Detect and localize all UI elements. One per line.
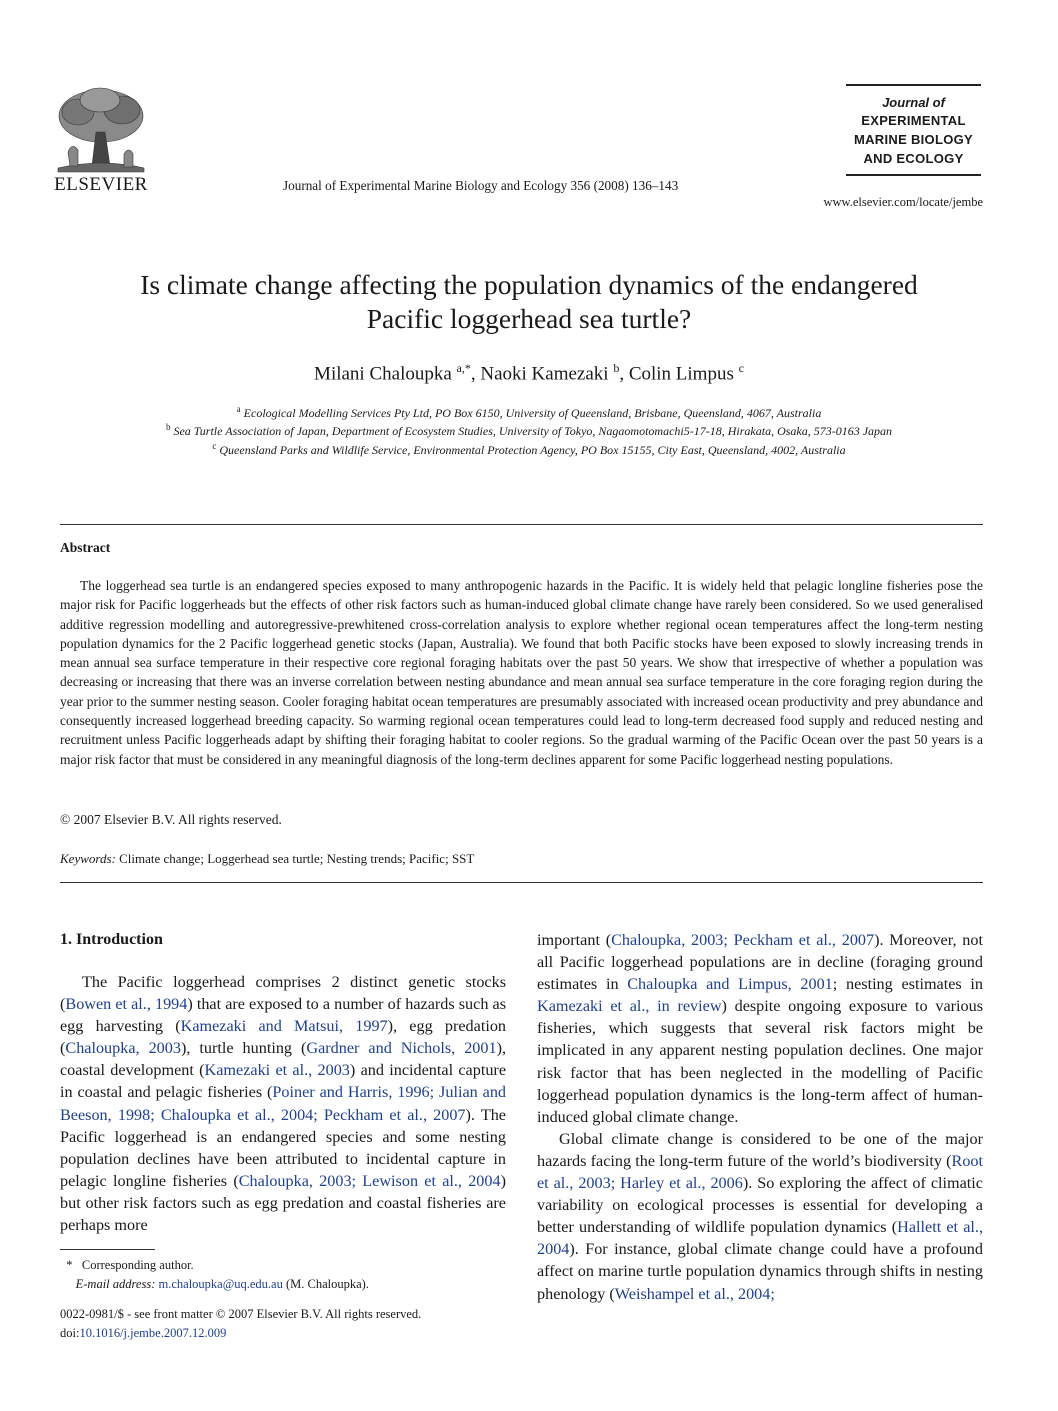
journal-box-line1: Journal of (882, 95, 945, 110)
journal-box-bottom-rule (846, 174, 981, 176)
author-name[interactable]: Naoki Kamezaki (480, 363, 609, 385)
journal-box-top-rule (846, 84, 981, 86)
citation-link[interactable]: Bowen et al., 1994 (65, 995, 188, 1014)
citation-link[interactable]: Kamezaki et al., 2003 (204, 1061, 350, 1080)
keywords-text: Climate change; Loggerhead sea turtle; Nesting trends; Pacific; SST (119, 851, 475, 866)
paragraph (537, 929, 983, 1128)
left-column (60, 971, 506, 1236)
divider-bottom (60, 882, 983, 883)
affiliation-a (40, 404, 1018, 421)
text-run: ) but other risk factors such as egg predation and coastal fisheries are perhaps more (60, 1171, 506, 1235)
email-note (60, 1275, 369, 1294)
affiliation-text: Ecological Modelling Services Pty Ltd, PO Box 6150, University of Queensland, Brisbane, Queensland, 4067, Australia (243, 406, 822, 420)
abstract-body: The loggerhead sea turtle is an endangered species exposed to many anthropogenic hazards in the Pacific. It is widely held that pelagic longline fisheries pose the major risk for Pacific loggerheads but the effects of other risk factors such as human-induced global climate change have rarely been considered. So we used generalised additive regression modelling and autoregressive-prewhitened cross-correlation analysis to explore whether regional ocean temperatures affect the long-term nesting population dynamics for the 2 Pacific loggerhead genetic stocks (Japan, Australia). We found that both Pacific stocks have been exposed to slowly increasing trends in mean annual sea surface temperature in their respective core regional foraging habitats over the past 50 years. We show that irrespective of whether a population was decreasing or increasing that there was an inverse correlation between nesting abundance and mean annual sea surface temperature in the core foraging region during the year prior to the summer nesting season. Cooler foraging habitat ocean temperatures are presumably associated with increased ocean productivity and prey abundance and consequently increased loggerhead breeding capacity. So warming regional ocean temperatures could lead to long-term decreased food supply and reduced nesting and recruitment unless Pacific loggerheads adapt by shifting their foraging habitat to cooler regions. So the gradual warming of the Pacific Ocean over the past 50 years is a major risk factor that must be considered in any meaningful diagnosis of the long-term declines apparent for some Pacific loggerhead nesting populations. (60, 578, 983, 767)
text-run: ) despite ongoing exposure to various fisheries, which suggests that several risk factors might be implicated in any apparent nesting population declines. One major risk factor that has been neglected in the modelling of Pacific loggerhead population dynamics is the long-term affect of human-induced global climate change. (537, 997, 984, 1126)
footnote-mark: * (66, 1258, 73, 1272)
section-heading: 1. Introduction (60, 931, 163, 948)
text-run: ) that are exposed to a number of hazards such as egg harvesting ( (60, 995, 507, 1036)
citation-link[interactable]: Chaloupka, 2003 (65, 1039, 181, 1058)
author-sup[interactable]: b (613, 361, 620, 375)
email-link[interactable]: m.chaloupka@uq.edu.au (158, 1277, 283, 1291)
paragraph (60, 971, 506, 1236)
front-matter (60, 1305, 421, 1343)
journal-url-link[interactable]: www.elsevier.com/locate/jembe (823, 195, 983, 209)
doi-label: doi: (60, 1326, 80, 1340)
keywords (60, 851, 474, 867)
publisher-name: ELSEVIER (54, 174, 148, 195)
email-suffix: (M. Chaloupka). (285, 1277, 369, 1291)
text-run: The Pacific loggerhead comprises 2 distinct genetic stocks ( (60, 973, 506, 1014)
corresponding-author-note (60, 1256, 369, 1275)
journal-box-line2: EXPERIMENTAL (861, 113, 966, 128)
text-run: ), coastal development ( (60, 1039, 507, 1080)
abstract-heading: Abstract (60, 540, 111, 555)
author-sup[interactable]: c (738, 361, 744, 375)
affiliation-b (40, 422, 1018, 439)
citation-link[interactable]: Kamezaki and Matsui, 1997 (180, 1017, 388, 1036)
affiliation-text: Sea Turtle Association of Japan, Department of Ecosystem Studies, University of Tokyo, Nagaomotomachi5-17-18, Hirakata, Osaka, 573-0163 Japan (173, 424, 893, 438)
paper-title-line1: Is climate change affecting the population dynamics of the endangered (140, 269, 918, 300)
affiliation-sup: c (212, 441, 217, 451)
corresponding-author-text: Corresponding author. (81, 1258, 194, 1272)
footnotes (60, 1256, 369, 1294)
text-run: ; nesting estimates in (832, 975, 983, 994)
author-list: Milani Chaloupka $^{a,*}$, Naoki Kamezaki $^b$, Colin Limpus $^c$ (314, 361, 744, 385)
journal-title-box (846, 84, 981, 176)
affiliation-text: Queensland Parks and Wildlife Service, Environmental Protection Agency, PO Box 15155, City East, Queensland, 4002, Australia (219, 443, 846, 457)
text-run: ), turtle hunting ( (180, 1039, 307, 1058)
right-column (537, 929, 983, 1305)
journal-box-line3: MARINE BIOLOGY (853, 132, 974, 147)
text-run: ) and incidental capture in coastal and pelagic fisheries ( (60, 1061, 506, 1102)
citation-link[interactable]: Chaloupka, 2003; Lewison et al., 2004 (238, 1171, 501, 1190)
text-run: ). So exploring the affect of climatic variability on ecological processes is essential for developing a better understanding of wildlife population dynamics ( (537, 1174, 983, 1237)
citation-link[interactable]: Hallett et al., 2004 (537, 1218, 984, 1259)
front-matter-text: 0022-0981/$ - see front matter © 2007 Elsevier B.V. All rights reserved. (60, 1307, 422, 1321)
author-name[interactable]: Colin Limpus (628, 363, 734, 385)
text-run: Global climate change is considered to be one of the major hazards facing the long-term future of the world’s biodiversity ( (537, 1129, 983, 1170)
paper-title-line2: Pacific loggerhead sea turtle? (366, 303, 692, 334)
citation-link[interactable]: Chaloupka, 2003; Peckham et al., 2007 (611, 931, 875, 949)
doi-link[interactable]: 10.1016/j.jembe.2007.12.009 (79, 1326, 227, 1340)
text-run: ). The Pacific loggerhead is an endangered species and some nesting population declines have been attributed to incidental capture in pelagic longline fisheries ( (60, 1105, 506, 1190)
text-run: ). For instance, global climate change could have a profound affect on marine turtle population dynamics through shifts in nesting phenology ( (537, 1240, 983, 1303)
text-run: important ( (537, 931, 612, 949)
text-run: ), egg predation ( (60, 1017, 506, 1058)
citation-link[interactable]: Gardner and Nichols, 2001 (306, 1039, 497, 1058)
citation-link[interactable]: Kamezaki et al., in review (537, 997, 722, 1016)
author-sup[interactable]: a,* (456, 361, 471, 375)
author-name[interactable]: Milani Chaloupka (314, 363, 452, 385)
email-label: E-mail address: (75, 1277, 156, 1291)
affiliation-c (40, 441, 1018, 458)
paper-title (40, 268, 1018, 336)
citation-link[interactable]: Poiner and Harris, 1996; Julian and Beeson, 1998; Chaloupka et al., 2004; Peckham et al., 2007 (60, 1083, 507, 1124)
abstract-copyright: © 2007 Elsevier B.V. All rights reserved. (60, 812, 282, 827)
affiliation-sup: b (165, 422, 171, 432)
affiliation-sup: a (236, 404, 241, 414)
citation-link[interactable]: Chaloupka and Limpus, 2001 (627, 975, 833, 994)
paragraph (537, 1128, 983, 1305)
journal-box-line4: AND ECOLOGY (863, 151, 964, 166)
divider-top (60, 524, 983, 525)
citation-link[interactable]: Weishampel et al., 2004; (614, 1284, 775, 1303)
citation-link[interactable]: Root et al., 2003; Harley et al., 2006 (537, 1151, 983, 1193)
text-run: ). Moreover, not all Pacific loggerhead populations are in decline (foraging ground estimates in (537, 931, 983, 994)
keywords-label: Keywords: (60, 851, 116, 866)
journal-citation: Journal of Experimental Marine Biology and Ecology 356 (2008) 136–143 (283, 178, 679, 193)
doi-line (60, 1324, 421, 1343)
footnote-rule (60, 1249, 155, 1250)
